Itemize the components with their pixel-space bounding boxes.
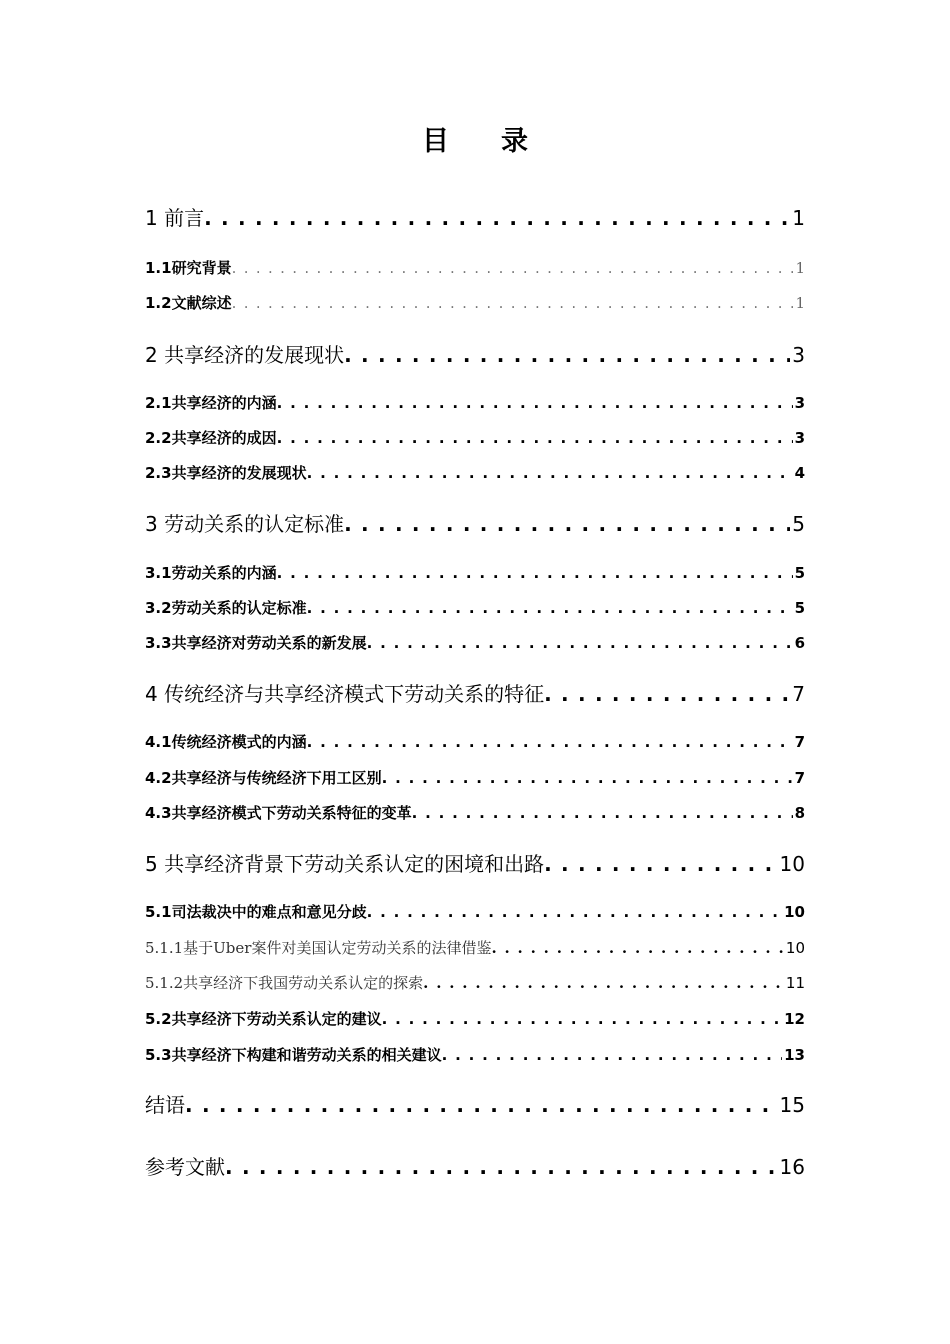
toc-entry-page-number: 3 xyxy=(792,343,805,367)
toc-entry-page-number: 12 xyxy=(784,1010,805,1028)
toc-entry[interactable] xyxy=(145,679,805,709)
toc-entry[interactable] xyxy=(145,392,805,414)
toc-entry-title: 参考文献 xyxy=(145,1155,225,1179)
toc-entry-page-number: 13 xyxy=(784,1046,805,1064)
title-char-1: 目 xyxy=(422,126,449,157)
toc-entry-page-number: 3 xyxy=(794,394,805,412)
toc-leader-dots xyxy=(491,937,783,959)
toc-entry-title: 3.2劳动关系的认定标准 xyxy=(145,599,307,617)
toc-entry-page-number: 7 xyxy=(794,769,805,787)
toc-entry-title: 3.1劳动关系的内涵 xyxy=(145,564,277,582)
toc-entry-page-number: 16 xyxy=(779,1155,805,1179)
toc-entry-page-number: 7 xyxy=(792,682,805,706)
toc-entry[interactable] xyxy=(145,802,805,824)
toc-entry-page-number: 6 xyxy=(794,634,805,652)
toc-leader-dots xyxy=(232,257,794,279)
toc-leader-dots xyxy=(344,340,790,370)
toc-leader-dots xyxy=(185,1090,778,1120)
toc-entry-page-number: 3 xyxy=(794,429,805,447)
toc-leader-dots xyxy=(367,901,783,923)
toc-entry-title: 2.3共享经济的发展现状 xyxy=(145,464,307,482)
page-title xyxy=(0,124,950,160)
toc-entry-title: 4.1传统经济模式的内涵 xyxy=(145,733,307,751)
toc-entry[interactable] xyxy=(145,203,805,233)
toc-leader-dots xyxy=(225,1152,778,1182)
toc-leader-dots xyxy=(382,1008,783,1030)
toc-entry-page-number: 7 xyxy=(794,733,805,751)
toc-leader-dots xyxy=(232,292,794,314)
toc-entry[interactable] xyxy=(145,767,805,789)
toc-entry-page-number: 4 xyxy=(794,464,805,482)
toc-entry[interactable] xyxy=(145,292,805,314)
toc-entry-title: 1.1研究背景 xyxy=(145,259,232,277)
toc-entry-page-number: 1 xyxy=(792,206,805,230)
toc-entry-page-number: 10 xyxy=(785,939,805,957)
toc-entry-title: 5 共享经济背景下劳动关系认定的困境和出路 xyxy=(145,852,545,876)
toc-entry-page-number: 8 xyxy=(794,804,805,822)
toc-leader-dots xyxy=(307,731,793,753)
toc-entry[interactable] xyxy=(145,1008,805,1030)
toc-entry-title: 3.3共享经济对劳动关系的新发展 xyxy=(145,634,367,652)
toc-entry-title: 2.2共享经济的成因 xyxy=(145,429,277,447)
toc-entry-title: 2 共享经济的发展现状 xyxy=(145,343,345,367)
toc-leader-dots xyxy=(277,562,793,584)
toc-entry-title: 5.2共享经济下劳动关系认定的建议 xyxy=(145,1010,382,1028)
toc-entry-title: 5.1.1基于Uber案件对美国认定劳动关系的法律借鉴 xyxy=(145,939,492,957)
toc-leader-dots xyxy=(423,972,784,994)
toc-leader-dots xyxy=(367,632,793,654)
toc-entry-title: 结语 xyxy=(145,1093,185,1117)
toc-entry-title: 5.3共享经济下构建和谐劳动关系的相关建议 xyxy=(145,1046,442,1064)
toc-entry-title: 4.3共享经济模式下劳动关系特征的变革 xyxy=(145,804,412,822)
toc-entry[interactable] xyxy=(145,340,805,370)
toc-leader-dots xyxy=(442,1044,783,1066)
toc-leader-dots xyxy=(307,597,793,619)
toc-leader-dots xyxy=(412,802,793,824)
toc-entry[interactable] xyxy=(145,937,805,959)
toc-leader-dots xyxy=(307,462,793,484)
toc-entry-title: 5.1司法裁决中的难点和意见分歧 xyxy=(145,903,367,921)
toc-entry-page-number: 11 xyxy=(785,974,805,992)
toc-entry[interactable] xyxy=(145,1152,805,1182)
toc-entry[interactable] xyxy=(145,901,805,923)
toc-entry-title: 2.1共享经济的内涵 xyxy=(145,394,277,412)
toc-entry-page-number: 10 xyxy=(784,903,805,921)
toc-leader-dots xyxy=(382,767,793,789)
toc-leader-dots xyxy=(544,679,790,709)
toc-entry[interactable] xyxy=(145,257,805,279)
toc-leader-dots xyxy=(277,392,793,414)
toc-entry[interactable] xyxy=(145,849,805,879)
title-char-2: 录 xyxy=(501,126,528,157)
toc-leader-dots xyxy=(544,849,777,879)
toc-entry-page-number: 5 xyxy=(794,564,805,582)
toc-leader-dots xyxy=(277,427,793,449)
toc-entry[interactable] xyxy=(145,1044,805,1066)
toc-entry[interactable] xyxy=(145,597,805,619)
toc-entry[interactable] xyxy=(145,562,805,584)
toc-entry-title: 5.1.2共享经济下我国劳动关系认定的探索 xyxy=(145,974,424,992)
toc-entry[interactable] xyxy=(145,509,805,539)
toc-entry[interactable] xyxy=(145,972,805,994)
toc-entry-title: 3 劳动关系的认定标准 xyxy=(145,512,345,536)
toc-entry-page-number: 10 xyxy=(779,852,805,876)
toc-entry-page-number: 1 xyxy=(795,259,805,277)
toc-entry-title: 1.2文献综述 xyxy=(145,294,232,312)
toc-leader-dots xyxy=(204,203,790,233)
toc-entry-title: 4 传统经济与共享经济模式下劳动关系的特征 xyxy=(145,682,545,706)
toc-entry-title: 4.2共享经济与传统经济下用工区别 xyxy=(145,769,382,787)
toc-leader-dots xyxy=(344,509,790,539)
toc-entry[interactable] xyxy=(145,462,805,484)
toc-entry-page-number: 5 xyxy=(794,599,805,617)
toc-entry-page-number: 1 xyxy=(795,294,805,312)
toc-entry[interactable] xyxy=(145,427,805,449)
toc-entry-page-number: 15 xyxy=(779,1093,805,1117)
toc-entry-page-number: 5 xyxy=(792,512,805,536)
toc-entry[interactable] xyxy=(145,1090,805,1120)
toc-entry[interactable] xyxy=(145,632,805,654)
toc-entry[interactable] xyxy=(145,731,805,753)
toc-entry-title: 1 前言 xyxy=(145,206,205,230)
